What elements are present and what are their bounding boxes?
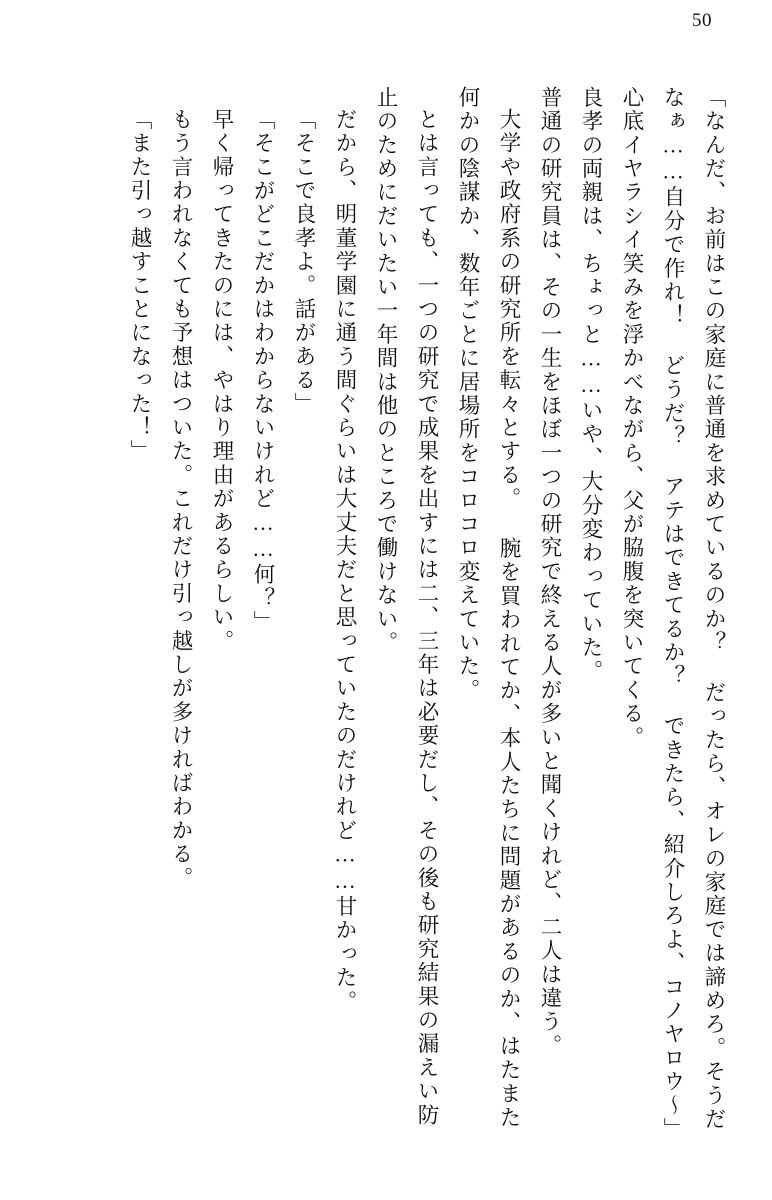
paragraph: 早く帰ってきたのには、やはり理由があるらしい。 [210, 107, 234, 653]
page-body-text [48, 86, 734, 1146]
page-number: 50 [692, 10, 712, 31]
paragraph: とは言っても、一つの研究で成果を出すには二、三年は必要だし、その後も研究結果の漏えい防止のためにだいたい一年間は他のところで働けない。 [374, 86, 439, 1127]
paragraph: 普通の研究員は、その一生をほぼ一つの研究で終える人が多いと聞くけれど、二人は違う。 [538, 86, 562, 1058]
paragraph: 「また引っ越すことになった！」 [128, 107, 152, 463]
paragraph: もう言われなくても予想はついた。これだけ引っ越しが多ければわかる。 [169, 107, 193, 890]
paragraph: 良孝の両親は、ちょっと……いや、大分変わっていた。 [579, 86, 603, 684]
paragraph: 心底イヤラシイ笑みを浮かべながら、父が脇腹を突いてくる。 [620, 86, 644, 750]
paragraph: だから、明董学園に通う間ぐらいは大丈夫だと思っていたのだけれど……甘かった。 [333, 107, 357, 1014]
paragraph: 大学や政府系の研究所を転々とする。 腕を買われてか、本人たちに問題があるのか、はたまた何かの陰謀か、数年ごとに居場所をコロコロ変えていた。 [456, 86, 521, 1130]
paragraph: 「そこで良孝よ。話がある」 [292, 107, 316, 416]
paragraph: 「なんだ、お前はこの家庭に普通を求めているのか？ だったら、オレの家庭では諦めろ。そうだなぁ……自分で作れ！ どうだ？ アテはできてるか？ できたら、紹介しろよ、コノヤロウ〜」 [661, 86, 726, 1142]
paragraph: 「そこがどこだかはわからないけれど……何？」 [251, 107, 275, 634]
